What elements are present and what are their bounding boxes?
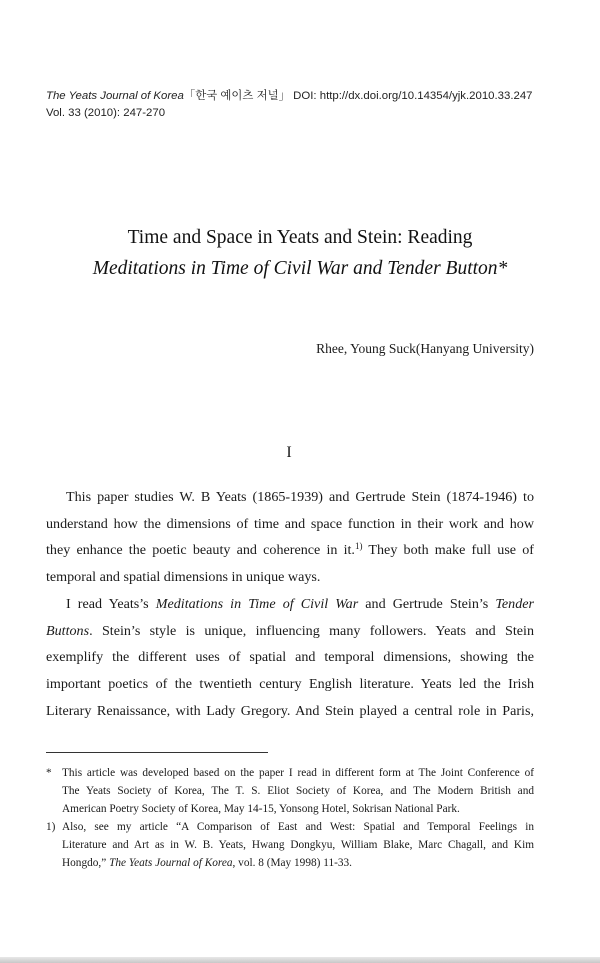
- section-heading: I: [286, 444, 292, 461]
- italic-title: Meditations in Time of Civil War: [155, 596, 359, 612]
- footnote-1: [46, 818, 534, 873]
- journal-title: The Yeats Journal of Korea: [46, 90, 184, 102]
- footnote-divider: [46, 752, 268, 753]
- italic-title: Tender: [495, 596, 534, 612]
- text-run: . Stein’s style is unique, influencing many followers. Yeats and Stein: [89, 622, 534, 639]
- text-run: Hongdo,”: [62, 857, 110, 870]
- korean-journal-title: 「한국 예이츠 저널」: [183, 90, 290, 102]
- paragraph-line: understand how the dimensions of time and space function in their work and how: [46, 515, 534, 532]
- text-run: I read Yeats’s: [66, 596, 156, 612]
- author-byline: Rhee, Young Suck(Hanyang University): [316, 341, 534, 356]
- footnote-mark: 1): [46, 821, 56, 833]
- paragraph-line: [46, 591, 534, 618]
- doi-link[interactable]: DOI: http://dx.doi.org/10.14354/yjk.2010.33.247: [289, 90, 533, 102]
- paragraph-line: Literary Renaissance, with Lady Gregory. And Stein played a central role in Paris,: [46, 702, 534, 719]
- paragraph-line: [46, 537, 534, 564]
- italic-title: Buttons: [46, 622, 90, 639]
- footnote-line: Also, see my article “A Comparison of East and West: Spatial and Temporal Feelings in: [62, 821, 534, 833]
- footnote-line: American Poetry Society of Korea, May 14-15, Yonsong Hotel, Sokrisan National Park.: [62, 803, 460, 816]
- paragraph-line: temporal and spatial dimensions in unique ways.: [46, 569, 321, 586]
- paragraph-line: This paper studies W. B Yeats (1865-1939) and Gertrude Stein (1874-1946) to: [66, 489, 534, 505]
- article-title-line-2: Meditations in Time of Civil War and Tender Button*: [92, 258, 508, 279]
- page-bottom-edge: [0, 957, 600, 963]
- footnote-line: [62, 854, 534, 872]
- footnote-mark: *: [46, 767, 52, 779]
- text-run: They both make full use of: [362, 542, 534, 559]
- paragraph-line: important poetics of the twentieth century English literature. Yeats led the Irish: [46, 676, 534, 693]
- footnote-line: Literature and Art as in W. B. Yeats, Hwang Dongkyu, William Blake, Marc Chagall, and Kim: [62, 839, 534, 852]
- running-header: [46, 88, 576, 122]
- article-title-line-1: Time and Space in Yeats and Stein: Reading: [127, 227, 473, 248]
- paragraph-1: [46, 484, 534, 591]
- footnote-ref-1[interactable]: 1): [354, 541, 363, 552]
- footnote-line: This article was developed based on the paper I read in different form at The Joint Conference of: [62, 767, 534, 779]
- text-run: they enhance the poetic beauty and coherence in it.: [46, 542, 355, 559]
- footnote-star: [46, 764, 534, 819]
- citation-line: [46, 88, 576, 105]
- paragraph-2: [46, 591, 534, 724]
- footnote-line: The Yeats Society of Korea, The T. S. Eliot Society of Korea, and The Modern British and: [62, 785, 534, 798]
- paragraph-line: exemplify the different uses of spatial and temporal dimensions, showing the: [46, 649, 534, 666]
- text-run: , vol. 8 (May 1998) 11-33.: [232, 857, 352, 870]
- paragraph-line: [46, 618, 534, 645]
- italic-title: The Yeats Journal of Korea: [109, 857, 233, 870]
- text-run: and Gertrude Stein’s: [358, 596, 496, 612]
- volume-info: Vol. 33 (2010): 247-270: [46, 107, 166, 119]
